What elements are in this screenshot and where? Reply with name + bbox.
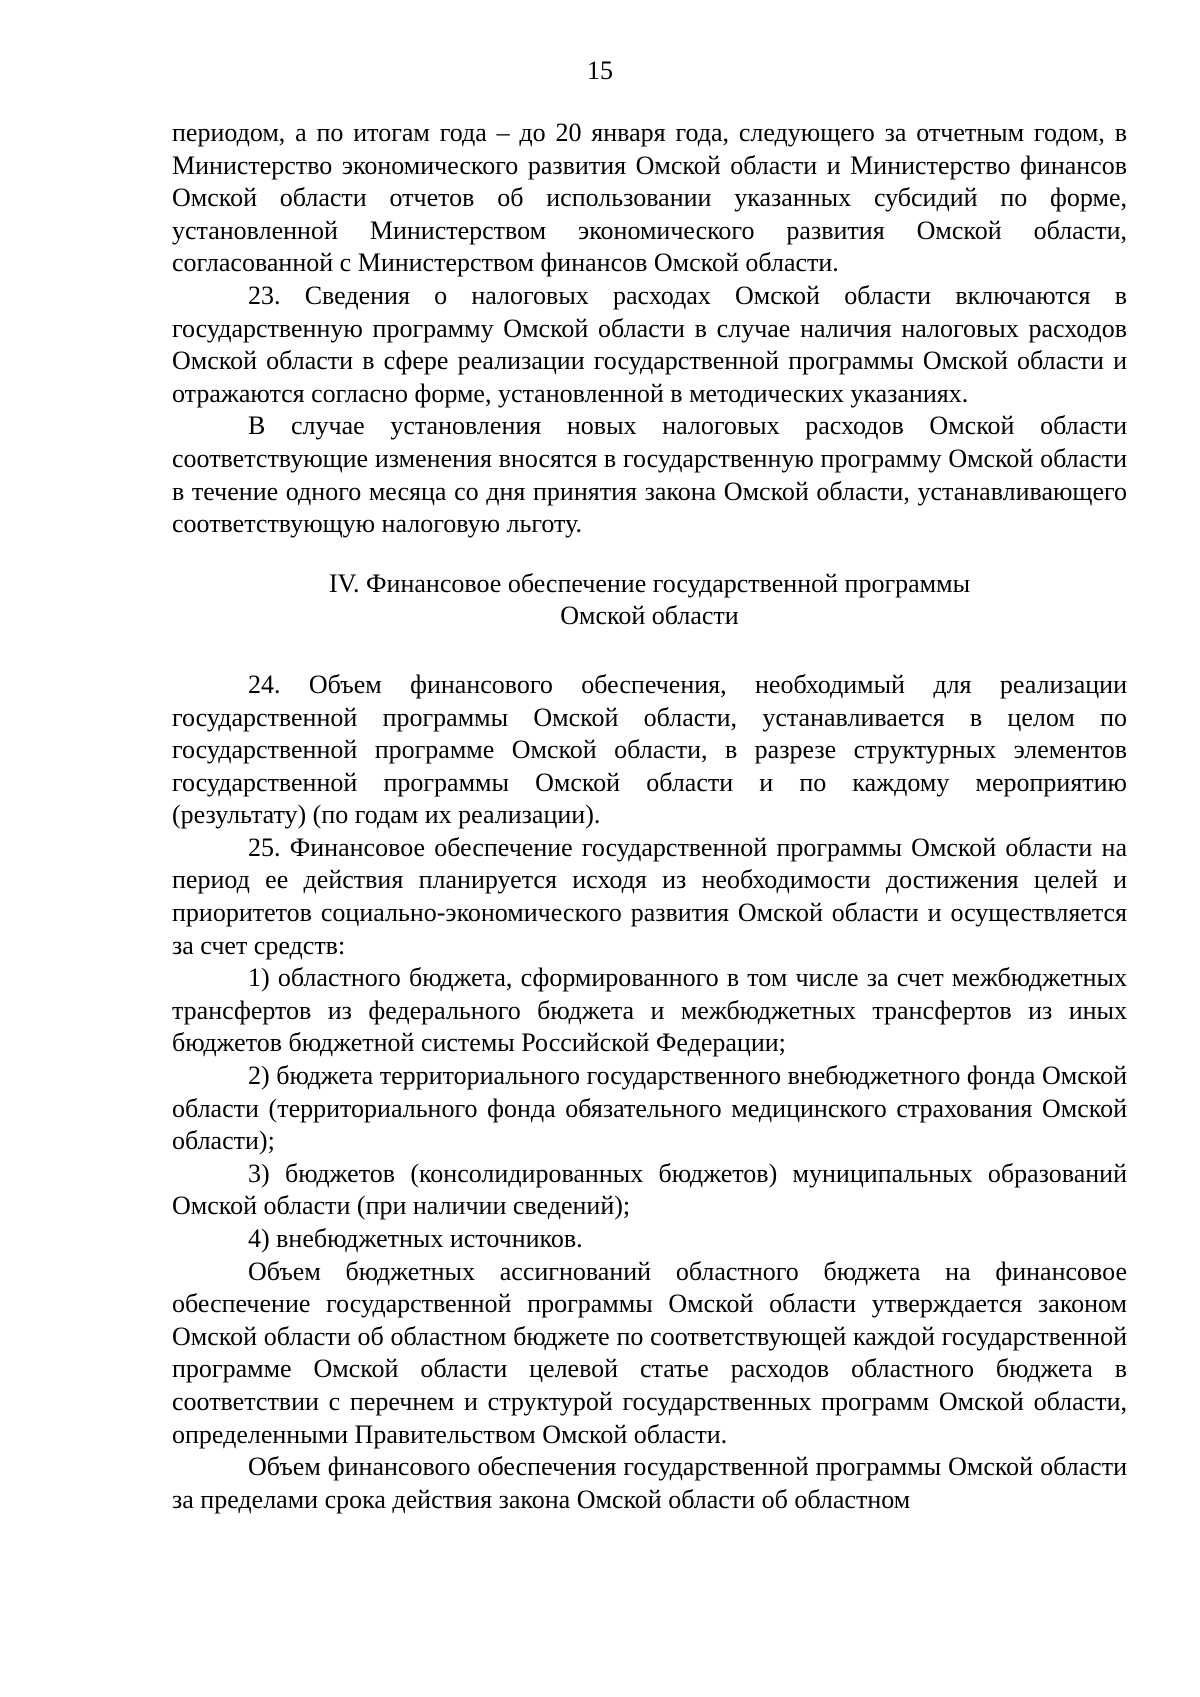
paragraph-item-23: 23. Сведения о налоговых расходах Омской области включаются в государственную программу Омской области в случае наличия налоговых расходов Омской области в сфере реализации государственной программы Омской области и отражаются согласно форме, установленной в методических указаниях.	[172, 280, 1127, 408]
page-number: 15	[587, 56, 613, 85]
paragraph-continuation: периодом, а по итогам года – до 20 января года, следующего за отчетным годом, в Министерство экономического развития Омской области и Министерство финансов Омской области отчетов об использовании указанных субсидий по форме, установленной Министерством экономического развития Омской области, согласованной с Министерством финансов Омской области.	[172, 118, 1127, 278]
list-item-3: 3) бюджетов (консолидированных бюджетов) муниципальных образований Омской области (при наличии сведений);	[172, 1158, 1127, 1221]
list-item-2: 2) бюджета территориального государственного внебюджетного фонда Омской области (территориального фонда обязательного медицинского страхования Омской области);	[172, 1061, 1127, 1156]
paragraph-new-tax-expenses: В случае установления новых налоговых расходов Омской области соответствующие изменения вносятся в государственную программу Омской области в течение одного месяца со дня принятия закона Омской области, устанавливающего соответствующую налоговую льготу.	[172, 411, 1127, 539]
section-heading	[172, 568, 1127, 633]
paragraph-budget-allocations: Объем бюджетных ассигнований областного бюджета на финансовое обеспечение государственной программы Омской области утверждается законом Омской области об областном бюджете по соответствующей каждой государственной программе Омской области целевой статье расходов областного бюджета в соответствии с перечнем и структурой государственных программ Омской области, определенными Правительством Омской области.	[172, 1256, 1127, 1449]
body-text	[172, 117, 1127, 1516]
list-item-1: 1) областного бюджета, сформированного в том числе за счет межбюджетных трансфертов из федерального бюджета и межбюджетных трансфертов из иных бюджетов бюджетной системы Российской Федерации;	[172, 963, 1127, 1058]
section-heading-line-2: Омской области	[560, 601, 739, 631]
paragraph-financing-beyond-law: Объем финансового обеспечения государственной программы Омской области за пределами срока действия закона Омской области об областном	[172, 1452, 1127, 1514]
section-heading-line-1: IV. Финансовое обеспечение государственной программы	[328, 568, 971, 598]
list-item-4: 4) внебюджетных источников.	[248, 1224, 583, 1253]
paragraph-item-25: 25. Финансовое обеспечение государственной программы Омской области на период ее действия планируется исходя из необходимости достижения целей и приоритетов социально-экономического развития Омской области и осуществляется за счет средств:	[172, 832, 1127, 960]
paragraph-item-24: 24. Объем финансового обеспечения, необходимый для реализации государственной программы Омской области, устанавливается в целом по государственной программе Омской области, в разрезе структурных элементов государственной программы Омской области и по каждому мероприятию (результату) (по годам их реализации).	[172, 669, 1127, 830]
